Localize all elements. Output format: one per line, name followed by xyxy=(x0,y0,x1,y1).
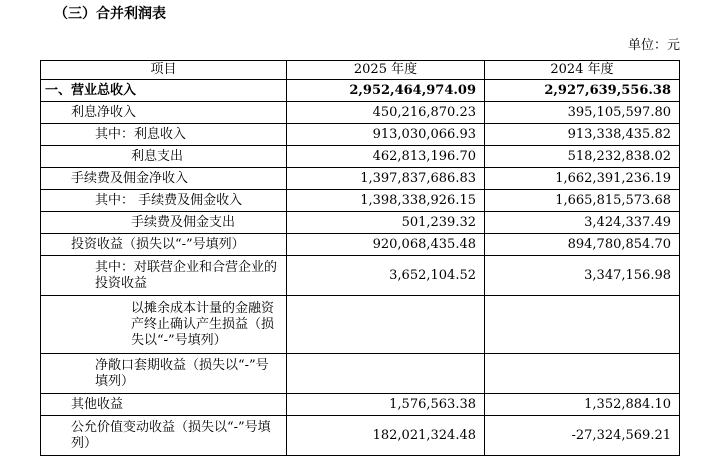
value-2025: 462,813,196.70 xyxy=(287,146,485,168)
table-row xyxy=(41,234,680,256)
table-row xyxy=(41,394,680,416)
value-2025: 2,952,464,974.09 xyxy=(287,80,485,102)
row-label: 净敞口套期收益（损失以“-”号填列） xyxy=(41,354,287,394)
value-2025: 1,576,563.38 xyxy=(287,394,485,416)
table-header-row xyxy=(41,61,680,80)
value-2025: 1,398,338,926.15 xyxy=(287,190,485,212)
row-label: 其中： 手续费及佣金收入 xyxy=(41,190,287,212)
row-label: 其中：对联营企业和合营企业的投资收益 xyxy=(41,256,287,296)
column-header-2025: 2025 年度 xyxy=(287,61,485,80)
table-row xyxy=(41,212,680,234)
unit-label: 单位：元 xyxy=(627,38,680,53)
table-row xyxy=(41,146,680,168)
column-header-item: 项目 xyxy=(41,61,287,80)
row-label: 其中：利息收入 xyxy=(41,124,287,146)
row-label: 手续费及佣金支出 xyxy=(41,212,287,234)
table-row xyxy=(41,102,680,124)
row-label: 以摊余成本计量的金融资产终止确认产生损益（损失以“-”号填列） xyxy=(41,296,287,354)
table-row xyxy=(41,80,680,102)
value-2025: 501,239.32 xyxy=(287,212,485,234)
table-row xyxy=(41,190,680,212)
table-row xyxy=(41,256,680,296)
value-2025 xyxy=(287,296,485,354)
value-2024: 2,927,639,556.38 xyxy=(485,80,680,102)
row-label: 公允价值变动收益（损失以“-”号填列） xyxy=(41,416,287,456)
row-label: 一、营业总收入 xyxy=(41,80,287,102)
value-2025: 182,021,324.48 xyxy=(287,416,485,456)
value-2024 xyxy=(485,354,680,394)
value-2025: 1,397,837,686.83 xyxy=(287,168,485,190)
table-row xyxy=(41,296,680,354)
value-2024: 1,662,391,236.19 xyxy=(485,168,680,190)
value-2025: 913,030,066.93 xyxy=(287,124,485,146)
column-header-2024: 2024 年度 xyxy=(485,61,680,80)
value-2025: 920,068,435.48 xyxy=(287,234,485,256)
table-row xyxy=(41,354,680,394)
value-2025: 450,216,870.23 xyxy=(287,102,485,124)
table-body xyxy=(41,80,680,456)
value-2024: 1,352,884.10 xyxy=(485,394,680,416)
table-row xyxy=(41,124,680,146)
value-2024: 894,780,854.70 xyxy=(485,234,680,256)
value-2025 xyxy=(287,354,485,394)
value-2024: 913,338,435.82 xyxy=(485,124,680,146)
row-label: 利息支出 xyxy=(41,146,287,168)
income-statement-table xyxy=(40,60,680,456)
row-label: 手续费及佣金净收入 xyxy=(41,168,287,190)
value-2024: 395,105,597.80 xyxy=(485,102,680,124)
section-heading: （三）合并利润表 xyxy=(54,6,166,22)
table-row xyxy=(41,168,680,190)
value-2024: 3,424,337.49 xyxy=(485,212,680,234)
table-row xyxy=(41,416,680,456)
value-2024: -27,324,569.21 xyxy=(485,416,680,456)
value-2024 xyxy=(485,296,680,354)
value-2024: 3,347,156.98 xyxy=(485,256,680,296)
value-2024: 1,665,815,573.68 xyxy=(485,190,680,212)
row-label: 利息净收入 xyxy=(41,102,287,124)
value-2025: 3,652,104.52 xyxy=(287,256,485,296)
value-2024: 518,232,838.02 xyxy=(485,146,680,168)
row-label: 其他收益 xyxy=(41,394,287,416)
row-label: 投资收益（损失以“-”号填列） xyxy=(41,234,287,256)
